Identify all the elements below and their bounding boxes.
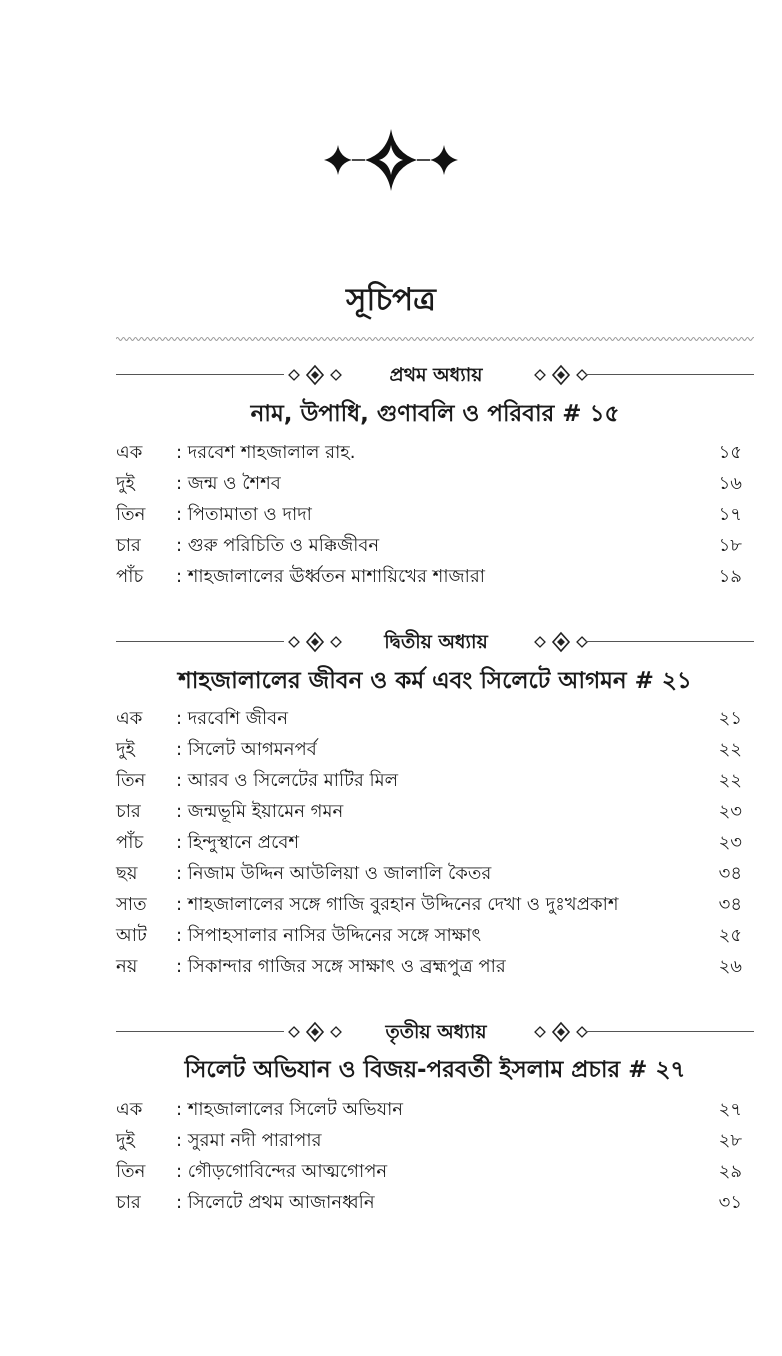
entry-number: দুই (116, 739, 135, 760)
entry-page: ২৬ (718, 956, 742, 977)
entry-title: : গৌড়গোবিন্দের আত্মগোপন (176, 1161, 388, 1182)
toc-entry[interactable] (116, 499, 742, 530)
entry-number: তিন (116, 504, 146, 525)
entry-page: ২২ (718, 739, 742, 760)
chapter-label: তৃতীয় অধ্যায় (385, 1021, 487, 1043)
rule-left (116, 374, 284, 375)
toc-entry[interactable] (116, 734, 742, 765)
rule-left (116, 641, 284, 642)
rule-left (116, 1031, 284, 1032)
toc-entry[interactable] (116, 1156, 742, 1187)
entry-page: ১৮ (718, 535, 742, 556)
entry-number: এক (116, 442, 143, 463)
entry-number: আট (116, 925, 147, 946)
entry-number: তিন (116, 1161, 146, 1182)
entry-page: ১৫ (718, 442, 742, 463)
entry-title: : জন্ম ও শৈশব (176, 473, 281, 494)
entry-number: ছয় (116, 863, 138, 884)
chapter-header-3 (116, 1020, 754, 1044)
entry-number: পাঁচ (116, 832, 144, 853)
entry-title: : নিজাম উদ্দিন আউলিয়া ও জালালি কৈতর (176, 863, 492, 884)
entry-number: দুই (116, 473, 135, 494)
entry-page: ১৭ (718, 504, 742, 525)
entry-title: : আরব ও সিলেটের মাটির মিল (176, 770, 399, 791)
toc-entry[interactable] (116, 468, 742, 499)
diamond-ornament-icon (280, 1020, 350, 1044)
page-title: সূচিপত্র (346, 282, 436, 318)
entry-page: ২৩ (718, 832, 742, 853)
rule-right (586, 641, 754, 642)
entry-number: নয় (116, 956, 138, 977)
entry-page: ১৬ (718, 473, 742, 494)
toc-entry[interactable] (116, 437, 742, 468)
sparkle-ornament-icon (321, 125, 461, 195)
entry-page: ২১ (718, 708, 742, 729)
entry-page: ২৭ (718, 1099, 742, 1120)
entry-page: ৩৪ (718, 894, 742, 915)
toc-entry[interactable] (116, 703, 742, 734)
diamond-ornament-icon (280, 630, 350, 654)
diamond-ornament-icon (280, 363, 350, 387)
wavy-divider (116, 334, 754, 344)
entry-title: : সিলেটে প্রথম আজানধ্বনি (176, 1192, 375, 1213)
chapter-1-entries (116, 437, 742, 592)
toc-entry[interactable] (116, 1187, 742, 1218)
entry-number: চার (116, 1192, 141, 1213)
diamond-ornament-icon (526, 1020, 596, 1044)
entry-title: : গুরু পরিচিতি ও মক্কিজীবন (176, 535, 380, 556)
entry-title: : সিপাহসালার নাসির উদ্দিনের সঙ্গে সাক্ষাৎ (176, 925, 482, 946)
chapter-title-3: সিলেট অভিযান ও বিজয়-পরবর্তী ইসলাম প্রচার # ২৭ (184, 1057, 686, 1083)
rule-right (586, 374, 754, 375)
chapter-header-1 (116, 363, 754, 387)
entry-title: : হিন্দুস্থানে প্রবেশ (176, 832, 300, 853)
toc-entry[interactable] (116, 530, 742, 561)
entry-page: ২২ (718, 770, 742, 791)
diamond-ornament-icon (526, 363, 596, 387)
entry-number: চার (116, 535, 141, 556)
entry-page: ২৮ (718, 1130, 742, 1151)
chapter-3-entries (116, 1094, 742, 1218)
toc-entry[interactable] (116, 951, 742, 982)
entry-title: : সুরমা নদী পারাপার (176, 1130, 322, 1151)
toc-entry[interactable] (116, 1125, 742, 1156)
toc-entry[interactable] (116, 796, 742, 827)
toc-entry[interactable] (116, 889, 742, 920)
entry-page: ২৫ (718, 925, 742, 946)
diamond-ornament-icon (526, 630, 596, 654)
chapter-title-1: নাম, উপাধি, গুণাবলি ও পরিবার # ১৫ (250, 401, 620, 427)
entry-number: পাঁচ (116, 566, 144, 587)
chapter-label: দ্বিতীয় অধ্যায় (384, 631, 488, 653)
entry-page: ১৯ (718, 566, 742, 587)
rule-right (586, 1031, 754, 1032)
entry-number: দুই (116, 1130, 135, 1151)
chapter-title-2: শাহজালালের জীবন ও কর্ম এবং সিলেটে আগমন # ২১ (178, 668, 692, 694)
entry-title: : শাহজালালের সিলেট অভিযান (176, 1099, 404, 1120)
entry-title: : জন্মভূমি ইয়ামেন গমন (176, 801, 344, 822)
entry-title: : সিকান্দার গাজির সঙ্গে সাক্ষাৎ ও ব্রহ্মপুত্র পার (176, 956, 506, 977)
entry-page: ২৯ (718, 1161, 742, 1182)
chapter-label: প্রথম অধ্যায় (389, 364, 483, 386)
entry-title: : শাহজালালের ঊর্ধ্বতন মাশায়িখের শাজারা (176, 566, 485, 587)
toc-entry[interactable] (116, 1094, 742, 1125)
chapter-header-2 (116, 630, 754, 654)
toc-entry[interactable] (116, 858, 742, 889)
toc-entry[interactable] (116, 827, 742, 858)
top-star-ornament (0, 125, 782, 199)
entry-title: : সিলেট আগমনপর্ব (176, 739, 317, 760)
entry-title: : দরবেশ শাহজালাল রাহ. (176, 442, 356, 463)
entry-number: তিন (116, 770, 146, 791)
entry-number: এক (116, 1099, 143, 1120)
entry-title: : দরবেশি জীবন (176, 708, 288, 729)
toc-entry[interactable] (116, 920, 742, 951)
entry-page: ৩৪ (718, 863, 742, 884)
entry-title: : পিতামাতা ও দাদা (176, 504, 312, 525)
chapter-2-entries (116, 703, 742, 982)
entry-page: ৩১ (718, 1192, 742, 1213)
toc-entry[interactable] (116, 561, 742, 592)
toc-entry[interactable] (116, 765, 742, 796)
entry-page: ২৩ (718, 801, 742, 822)
entry-title: : শাহজালালের সঙ্গে গাজি বুরহান উদ্দিনের দেখা ও দুঃখপ্রকাশ (176, 894, 619, 915)
entry-number: চার (116, 801, 141, 822)
entry-number: এক (116, 708, 143, 729)
entry-number: সাত (116, 894, 147, 915)
